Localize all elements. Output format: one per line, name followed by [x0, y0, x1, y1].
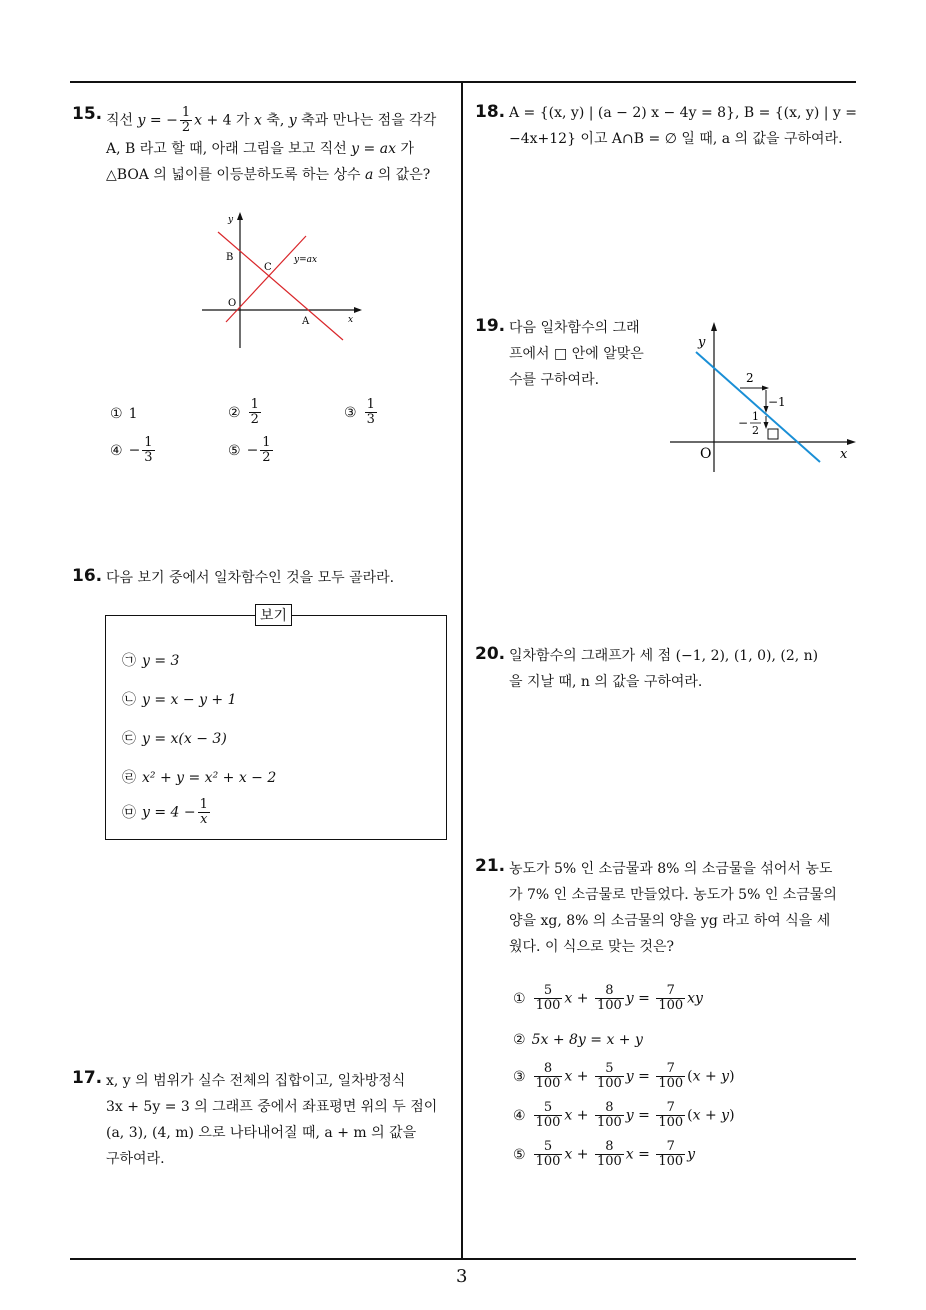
- q19-graph-y-label: y: [698, 335, 706, 350]
- q19-graph: [668, 320, 858, 475]
- q21-line3: 양을 xg, 8% 의 소금물의 양을 yg 라고 하여 식을 세: [509, 913, 831, 929]
- q15-graph-x-label: x: [348, 315, 354, 325]
- top-rule: [70, 81, 856, 83]
- q16-item-2: ㉡ y = x − y + 1: [122, 692, 237, 708]
- q19-line2: 프에서 □ 안에 알맞은: [509, 346, 644, 362]
- q19-number: 19.: [475, 316, 506, 336]
- q19-graph-O-label: O: [700, 446, 712, 462]
- q19-graph-rise-label: −1: [768, 395, 786, 409]
- q16-item-5: ㉤ y = 4 − $\frac{1}{x}$: [122, 797, 208, 827]
- q15-graph-line-label: y=ax: [294, 255, 318, 265]
- q19-graph-x-label: x: [840, 447, 848, 462]
- q15-graph-O-label: O: [228, 298, 237, 309]
- q21-choice-5[interactable]: ⑤ $\frac{5}{100}$ x + $\frac{8}{100}$ x = $\frac{7}{100}$ y: [513, 1139, 696, 1169]
- q18-line2: −4x+12} 이고 A∩B = ∅ 일 때, a 의 값을 구하여라.: [509, 131, 843, 147]
- q17-line4: 구하여라.: [106, 1151, 165, 1167]
- q19-answer-box: [768, 429, 778, 439]
- bottom-rule: [70, 1258, 856, 1260]
- q17-line3: (a, 3), (4, m) 으로 나타내어질 때, a + m 의 값을: [106, 1125, 417, 1141]
- q15-graph: [198, 210, 368, 350]
- q16-item-3: ㉢ y = x(x − 3): [122, 731, 227, 747]
- q17-line1: x, y 의 범위가 실수 전체의 집합이고, 일차방정식: [106, 1073, 406, 1089]
- q20-line2: 을 지날 때, n 의 값을 구하여라.: [509, 674, 703, 690]
- q15-graph-C-label: C: [264, 262, 272, 273]
- q15-line3: △BOA 의 넓이를 이등분하도록 하는 상수 a 의 값은?: [106, 167, 431, 183]
- q16-box-label: 보기: [255, 604, 292, 626]
- q20-number: 20.: [475, 644, 506, 664]
- q15-line1: 직선 y = − $\frac{1}{2}$ x + 4 가 x 축, y 축과 만나는 점을 각각: [106, 105, 437, 135]
- q15-choice-1[interactable]: ① 1: [110, 406, 138, 422]
- q21-choice-4[interactable]: ④ $\frac{5}{100}$ x + $\frac{8}{100}$ y = $\frac{7}{100}$ (x + y): [513, 1100, 735, 1130]
- q15-frac-half: $\frac{1}{2}$: [181, 105, 191, 135]
- column-divider: [461, 82, 463, 1260]
- q21-choice-1[interactable]: ① $\frac{5}{100}$ x + $\frac{8}{100}$ y = $\frac{7}{100}$ xy: [513, 983, 703, 1013]
- q15-number: 15.: [72, 104, 103, 124]
- q15-graph-A-label: A: [302, 316, 310, 327]
- q17-number: 17.: [72, 1068, 103, 1088]
- q19-line1: 다음 일차함수의 그래: [509, 320, 640, 336]
- page-number: 3: [456, 1266, 468, 1287]
- q18-text: [509, 100, 857, 152]
- q15-graph-B-label: B: [226, 252, 234, 263]
- q20-line1: 일차함수의 그래프가 세 점 (−1, 2), (1, 0), (2, n): [509, 648, 819, 664]
- q19-graph-minus: −: [738, 416, 749, 430]
- q21-choice-3[interactable]: ③ $\frac{8}{100}$ x + $\frac{5}{100}$ y = $\frac{7}{100}$ (x + y): [513, 1061, 735, 1091]
- q15-line2: A, B 라고 할 때, 아래 그림을 보고 직선 y = ax 가: [106, 141, 414, 157]
- q15-graph-y-label: y: [228, 215, 234, 225]
- q16-item-4: ㉣ x² + y = x² + x − 2: [122, 770, 277, 786]
- q19-graph-half-den: 2: [752, 424, 759, 437]
- q16-number: 16.: [72, 566, 103, 586]
- q18-number: 18.: [475, 102, 506, 122]
- q21-line2: 가 7% 인 소금물로 만들었다. 농도가 5% 인 소금물의: [509, 887, 837, 903]
- q15-choice-3[interactable]: ③ $\frac{1}{3}$: [344, 397, 375, 427]
- q17-text: [106, 1068, 437, 1172]
- q21-line1: 농도가 5% 인 소금물과 8% 의 소금물을 섞어서 농도: [509, 861, 833, 877]
- q21-number: 21.: [475, 856, 506, 876]
- q15-choice-2[interactable]: ② $\frac{1}{2}$: [228, 397, 259, 427]
- q21-line4: 웠다. 이 식으로 맞는 것은?: [509, 939, 674, 955]
- q21-text: [509, 856, 837, 960]
- q15-text: [106, 106, 456, 188]
- q19-graph-half-num: 1: [752, 410, 759, 423]
- q15-choice-5[interactable]: ⑤ − $\frac{1}{2}$: [228, 435, 271, 465]
- q21-choice-2[interactable]: ② 5x + 8y = x + y: [513, 1032, 643, 1048]
- q16-item-1: ㉠ y = 3: [122, 653, 180, 669]
- q19-text: [509, 315, 644, 393]
- q16-text: 다음 보기 중에서 일차함수인 것을 모두 골라라.: [106, 570, 395, 586]
- q18-line1: A = {(x, y) | (a − 2) x − 4y = 8}, B = {(x, y) | y =: [509, 105, 858, 121]
- q20-text: [509, 643, 818, 695]
- q19-line3: 수를 구하여라.: [509, 372, 600, 388]
- q19-graph-run-label: 2: [746, 371, 754, 385]
- q17-line2: 3x + 5y = 3 의 그래프 중에서 좌표평면 위의 두 점이: [106, 1099, 438, 1115]
- q15-choice-4[interactable]: ④ − $\frac{1}{3}$: [110, 435, 153, 465]
